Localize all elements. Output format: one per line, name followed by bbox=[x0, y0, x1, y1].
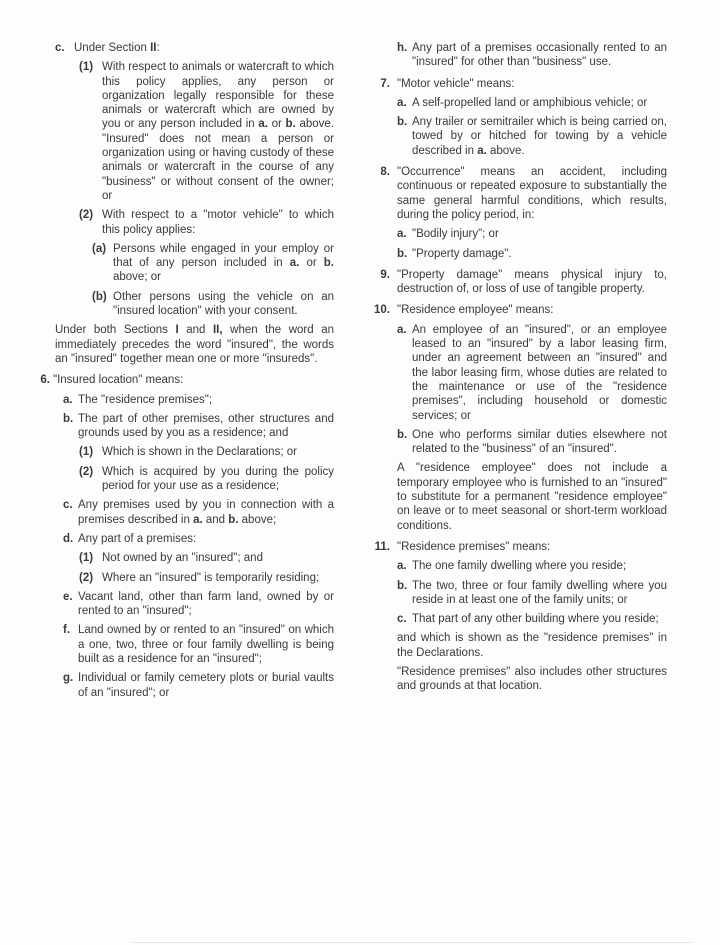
item-text: "Bodily injury"; or bbox=[412, 228, 499, 241]
item-label: (2) bbox=[79, 209, 94, 222]
item-text: Not owned by an "insured"; and bbox=[102, 552, 263, 565]
item-text: Which is acquired by you during the policy period for your use as a residence; bbox=[102, 465, 334, 493]
list-item bbox=[37, 208, 334, 237]
item-text: One who performs similar duties elsewhere not related to the "business" of an "insured". bbox=[412, 428, 667, 456]
item-label: a. bbox=[63, 393, 73, 406]
item-label: 6. bbox=[40, 374, 50, 387]
item-label: (2) bbox=[79, 571, 94, 584]
item-text: Where an "insured" is temporarily residing; bbox=[102, 571, 320, 584]
item-text: "Occurrence" means an accident, including continuous or repeated exposure to substantially the same general harmful conditions, which results, during the policy period, in: bbox=[397, 166, 667, 221]
item-label: c. bbox=[63, 499, 73, 512]
item-label: (1) bbox=[79, 61, 94, 74]
list-item bbox=[371, 579, 667, 608]
list-item bbox=[371, 41, 667, 70]
list-item bbox=[37, 393, 334, 407]
item-label: e. bbox=[63, 590, 73, 603]
item-label: b. bbox=[397, 247, 408, 260]
list-item bbox=[371, 303, 667, 317]
item-text: "Residence premises" means: bbox=[397, 540, 551, 553]
item-label: b. bbox=[397, 428, 408, 441]
item-text: With respect to a "motor vehicle" to which this policy applies: bbox=[102, 209, 334, 236]
item-text: "Property damage" means physical injury to, destruction of, or loss of use of tangible property. bbox=[397, 268, 667, 296]
item-label: c. bbox=[397, 613, 407, 626]
item-label: a. bbox=[397, 323, 407, 336]
list-item bbox=[371, 247, 667, 261]
list-item bbox=[371, 268, 667, 297]
item-label: h. bbox=[397, 42, 408, 54]
item-label: a. bbox=[397, 96, 407, 109]
item-text: "Insured location" means: bbox=[53, 374, 184, 387]
item-label: (2) bbox=[79, 465, 94, 478]
list-item bbox=[371, 559, 667, 573]
paragraph bbox=[371, 461, 667, 532]
item-label: a. bbox=[397, 228, 407, 241]
list-item bbox=[37, 532, 334, 546]
list-item bbox=[37, 242, 334, 285]
list-item bbox=[37, 551, 334, 565]
item-label: a. bbox=[397, 560, 407, 573]
item-label: b. bbox=[397, 116, 408, 129]
list-item bbox=[371, 612, 667, 626]
item-text: Land owned by or rented to an "insured" on which a one, two, three or four family dwelling is being built as a residence for an "insured"; bbox=[78, 624, 334, 665]
list-item bbox=[37, 571, 334, 585]
list-item bbox=[371, 540, 667, 554]
item-label: d. bbox=[63, 532, 74, 545]
item-text: Which is shown in the Declarations; or bbox=[102, 446, 297, 459]
item-label: 11. bbox=[374, 540, 390, 553]
item-label: 9. bbox=[380, 268, 390, 281]
item-text: Individual or family cemetery plots or burial vaults of an "insured"; or bbox=[78, 672, 334, 699]
item-text: Other persons using the vehicle on an "insured location" with your consent. bbox=[113, 290, 334, 318]
list-item bbox=[37, 445, 334, 459]
list-item bbox=[37, 60, 334, 203]
document-column-right bbox=[371, 41, 667, 694]
item-text: An employee of an "insured", or an employee leased to an "insured" by a labor leasing firm, under an agreement between an "insured" and the labor leasing firm, whose duties are related to the maintenance or use of the "residence premises", including household or domestic services; or bbox=[412, 323, 667, 422]
item-text: "Property damage". bbox=[412, 247, 512, 260]
item-label: (a) bbox=[92, 242, 107, 255]
list-item bbox=[37, 590, 334, 619]
item-label: c. bbox=[55, 42, 65, 54]
list-item bbox=[37, 671, 334, 700]
item-text: The part of other premises, other structures and grounds used by you as a residence; and bbox=[78, 412, 334, 440]
item-text: Any part of a premises occasionally rented to an "insured" for other than "business" use. bbox=[412, 42, 667, 69]
list-item bbox=[37, 412, 334, 441]
item-text: "Residence premises" also includes other structures and grounds at that location. bbox=[397, 665, 667, 693]
list-item bbox=[371, 77, 667, 91]
paragraph bbox=[371, 631, 667, 660]
item-label: b. bbox=[63, 412, 74, 425]
item-text: The one family dwelling where you reside; bbox=[412, 560, 627, 573]
item-label: 7. bbox=[380, 77, 390, 90]
list-item bbox=[371, 115, 667, 158]
item-text: "Residence employee" means: bbox=[397, 304, 554, 317]
list-item bbox=[37, 41, 334, 55]
list-item bbox=[371, 227, 667, 241]
scan-edge-artifact bbox=[132, 942, 692, 943]
item-text: Under both Sections I and II, when the word an immediately precedes the word "insured", the words an "insured" together mean one or more "insureds". bbox=[55, 324, 334, 365]
list-item bbox=[371, 323, 667, 423]
item-text: Persons while engaged in your employ or that of any person included in a. or b. above; or bbox=[113, 242, 335, 284]
item-text: A self-propelled land or amphibious vehicle; or bbox=[412, 96, 648, 109]
item-text: That part of any other building where you reside; bbox=[412, 613, 659, 626]
list-item bbox=[371, 96, 667, 110]
list-item bbox=[371, 428, 667, 457]
list-item bbox=[37, 465, 334, 494]
item-text: Under Section II: bbox=[74, 42, 160, 54]
item-label: (1) bbox=[79, 552, 94, 565]
item-label: (b) bbox=[92, 290, 107, 303]
list-item bbox=[37, 498, 334, 527]
item-text: Any part of a premises: bbox=[78, 532, 197, 545]
item-text: "Motor vehicle" means: bbox=[397, 77, 515, 90]
document-column-left bbox=[37, 41, 334, 700]
list-item bbox=[37, 623, 334, 666]
item-label: 8. bbox=[380, 166, 390, 179]
paragraph bbox=[371, 665, 667, 694]
item-text: Any premises used by you in connection with a premises described in a. and b. above; bbox=[78, 499, 334, 526]
item-label: b. bbox=[397, 579, 408, 592]
paragraph bbox=[37, 323, 334, 366]
item-text: Any trailer or semitrailer which is being carried on, towed by or hitched for towing by a vehicle described in a. above. bbox=[412, 116, 667, 157]
item-label: (1) bbox=[79, 446, 94, 459]
item-text: With respect to animals or watercraft to which this policy applies, any person or organization legally responsible for these animals or watercraft which are owned by you or any person included in a. or b. above. "Insured" does not mean a person or organization using or having custody of these animals or watercraft in the course of any "business" or without consent of the owner; or bbox=[102, 61, 334, 202]
list-item bbox=[37, 290, 334, 319]
item-text: and which is shown as the "residence premises" in the Declarations. bbox=[397, 632, 667, 659]
item-text: The "residence premises"; bbox=[78, 393, 213, 406]
list-item bbox=[37, 373, 334, 387]
list-item bbox=[371, 165, 667, 222]
item-label: g. bbox=[63, 672, 74, 685]
item-text: Vacant land, other than farm land, owned by or rented to an "insured"; bbox=[78, 590, 334, 618]
item-label: f. bbox=[63, 624, 71, 637]
item-label: 10. bbox=[374, 304, 390, 317]
item-text: A "residence employee" does not include a temporary employee who is furnished to an "insured" to substitute for a permanent "residence employee" on leave or to meet seasonal or short-term workload conditions. bbox=[397, 462, 667, 532]
item-text: The two, three or four family dwelling where you reside in at least one of the family units; or bbox=[412, 579, 667, 606]
